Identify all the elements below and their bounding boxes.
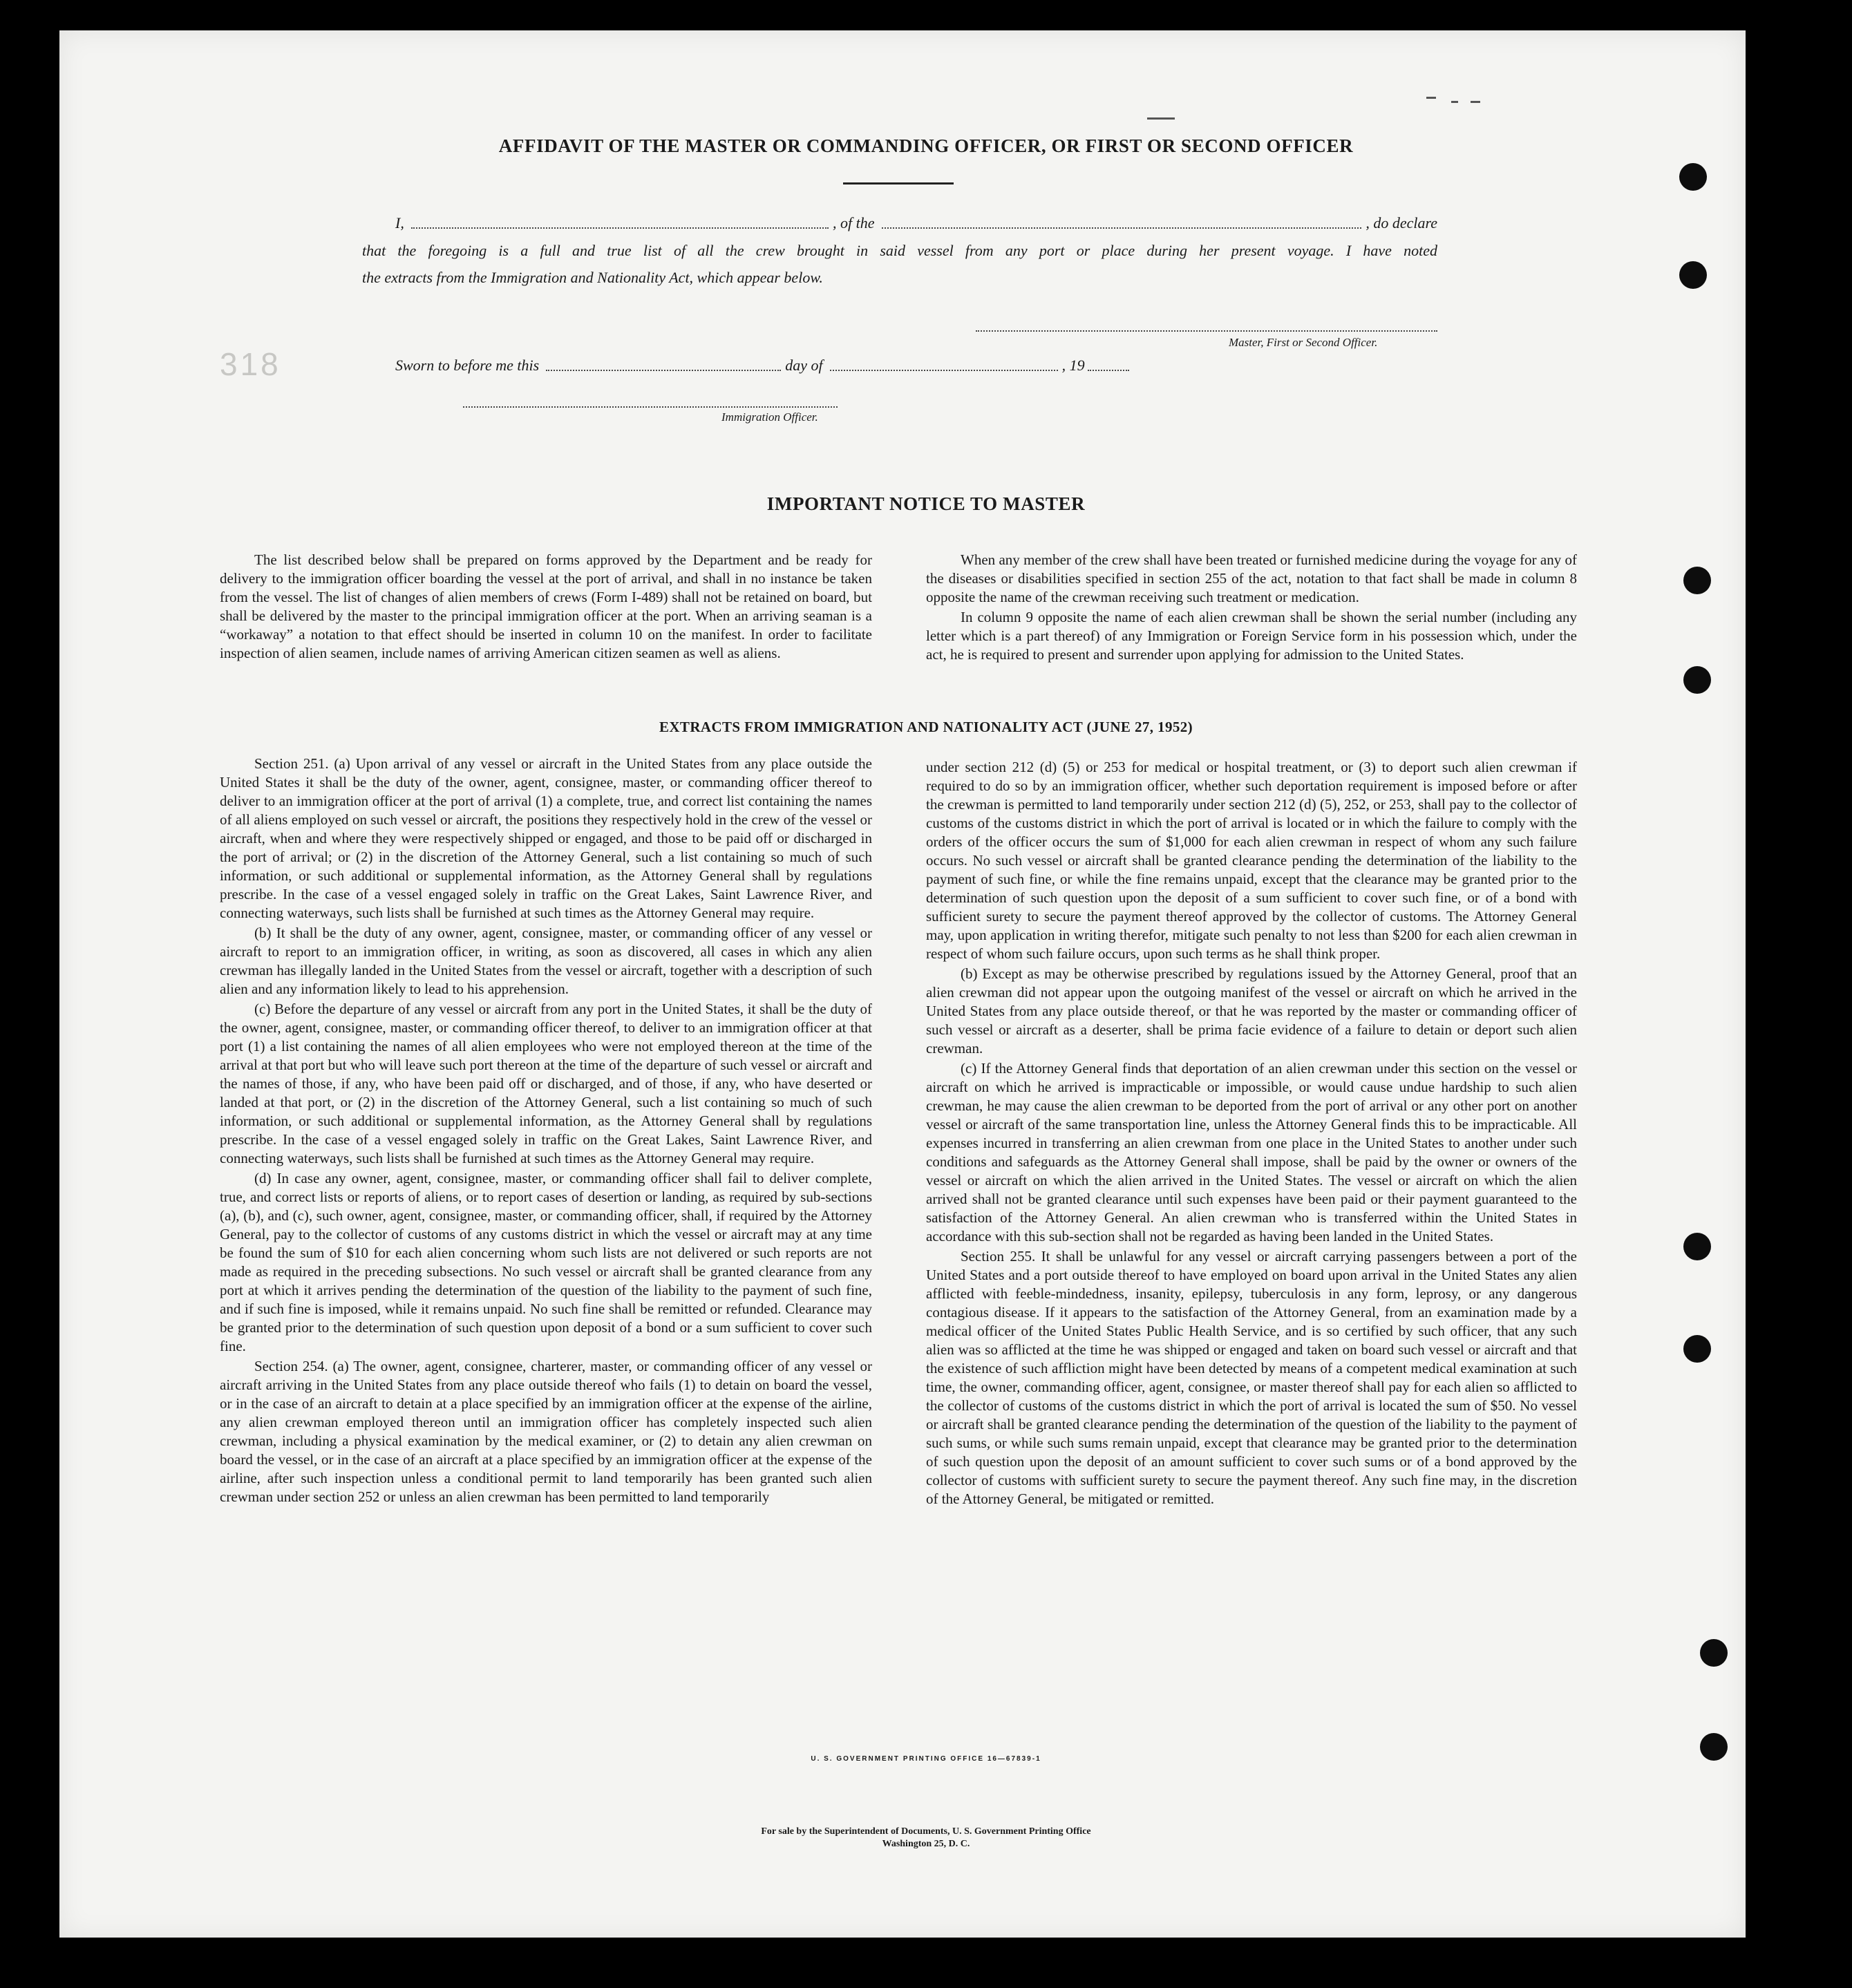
stray-mark	[1426, 97, 1436, 99]
section-251a: Section 251. (a) Upon arrival of any vessel or aircraft in the United States from any place outside the United States it shall be the duty of the owner, agent, consignee, master, or commanding officer thereof to deliver to an immigration officer at the port of arrival (1) a complete, true, and correct list containing the names of all aliens employed on such vessel or aircraft, the positions they respectively hold in the crew of the vessel or aircraft, when and where they were respectively shipped or engaged, and those to be paid off or discharged in the port of arrival; or (2) in the discretion of the Attorney General, such a list containing so much of such information, or such additional or supplemental information, as the Attorney General shall by regulations prescribe. In the case of a vessel engaged solely in traffic on the Great Lakes, Saint Lawrence River, and connecting waterways, such lists shall be furnished at such times as the Attorney General may require.	[220, 755, 872, 921]
sworn-month-field[interactable]	[830, 370, 1058, 371]
notice-right-paragraph-1: When any member of the crew shall have been treated or furnished medicine during the voyage for any of the diseases or disabilities specified in section 255 of the act, notation to that fact shall be made in column 8 opposite the name of the crewman receiving such treatment or medication.	[926, 551, 1577, 605]
section-251d: (d) In case any owner, agent, consignee, master, or commanding officer shall fail to deliver complete, true, and correct lists or reports of aliens, or to report cases of desertion or landing, as required by sub-sections (a), (b), and (c), such owner, agent, consignee, master, or commanding officer, shall, if required by the Attorney General, pay to the collector of customs of any customs district in which the vessel or aircraft may at any time be found the sum of $10 for each alien concerning whom such lists are not delivered or such reports are not made as required in the preceding subsections. No such vessel or aircraft shall be granted clearance from any port at which it arrives pending the determination of the question of the liability to the payment of such fine, and if such fine is imposed, while it remains unpaid. No such fine shall be remitted or refunded. Clearance may be granted prior to the determination of such question upon deposit of a bond or a sum sufficient to cover such fine.	[220, 1170, 872, 1354]
notice-left-paragraph: The list described below shall be prepared on forms approved by the Department and be ready for delivery to the immigration officer boarding the vessel at the port of arrival, and shall in no instance be taken from the vessel. The list of changes of alien members of crews (Form I-489) shall not be retained on board, but shall be delivered by the master to the principal immigration officer at the port. When an arriving seaman is a “workaway” a notation to that effect should be inserted in column 10 on the manifest. In order to facilitate inspection of alien seamen, include names of arriving American citizen seamen as well as aliens.	[220, 551, 872, 661]
section-254c: (c) If the Attorney General finds that deportation of an alien crewman under this section on the vessel or aircraft on which he arrived is impracticable or impossible, or would cause undue hardship to such alien crewman, he may cause the alien crewman to be deported from the port of arrival or any other port on another vessel or aircraft of the same transportation line, unless the Attorney General finds this to be impracticable. All expenses incurred in transferring an alien crewman from one place in the United States to another under such conditions and safeguards as the Attorney General shall impose, shall be paid by the owner or owners of the vessel or aircraft on which the alien arrived in the United States. The vessel or aircraft on which the alien arrived shall not be granted clearance until such expenses have been paid or their payment guaranteed to the satisfaction of the Attorney General. An alien crewman who is transferred within the United States in accordance with this sub-section shall not be regarded as having been landed in the United States.	[926, 1060, 1577, 1244]
printing-office-imprint: U. S. GOVERNMENT PRINTING OFFICE 16—67839-1	[811, 1755, 1041, 1763]
stray-mark	[1147, 117, 1175, 120]
declaration-line	[395, 214, 1437, 232]
immigration-officer-caption: Immigration Officer.	[721, 410, 818, 424]
punch-hole	[1683, 666, 1711, 694]
punch-hole	[1700, 1639, 1728, 1667]
title-underline	[843, 182, 954, 184]
sworn-day-field[interactable]	[546, 370, 781, 371]
declaration-text-line3: the extracts from the Immigration and Nationality Act, which appear below.	[362, 269, 823, 286]
declaration-suffix: , do declare	[1366, 214, 1437, 231]
punch-hole	[1679, 163, 1707, 191]
sale-notice-line1: For sale by the Superintendent of Documents, U. S. Government Printing Office	[761, 1826, 1091, 1837]
punch-hole	[1683, 567, 1711, 594]
declaration-prefix: I,	[395, 214, 404, 231]
declaration-of-the: , of the	[833, 214, 875, 231]
punch-hole	[1679, 261, 1707, 289]
name-field[interactable]	[411, 227, 829, 229]
section-251b: (b) It shall be the duty of any owner, agent, consignee, master, or commanding officer of any vessel or aircraft to report to an immigration officer, in writing, as soon as discovered, all cases in which any alien crewman has illegally landed in the United States from the vessel or aircraft, together with a description of such alien and any information likely to lead to his apprehension.	[220, 925, 872, 997]
sworn-year-field[interactable]	[1088, 370, 1129, 371]
notice-right-paragraph-2: In column 9 opposite the name of each alien crewman shall be shown the serial number (including any letter which is a part thereof) of any Immigration or Foreign Service form in his possession which, under the act, he is required to present and surrender upon applying for admission to the United States.	[926, 609, 1577, 663]
section-251c: (c) Before the departure of any vessel or aircraft from any port in the United States, it shall be the duty of the owner, agent, consignee, master, or commanding officer thereof, to deliver to an immigration officer at that port (1) a list containing the names of all alien employees who were not employed thereon at the time of the arrival at that port but who will leave such port thereon at the time of the departure of such vessel or aircraft and the names of those, if any, who have been paid off or discharged, and of those, if any, who have deserted or landed at that port, or (2) in the discretion of the Attorney General, such a list containing so much of such information, or such additional or supplemental information, as the Attorney General shall by regulations prescribe. In the case of a vessel engaged solely in traffic on the Great Lakes, Saint Lawrence River, and connecting waterways, such lists shall be furnished at such times as the Attorney General may require.	[220, 1001, 872, 1166]
punch-hole	[1683, 1233, 1711, 1260]
vessel-field[interactable]	[882, 227, 1362, 229]
extracts-title: EXTRACTS FROM IMMIGRATION AND NATIONALITY ACT (JUNE 27, 1952)	[659, 719, 1193, 735]
notice-title: IMPORTANT NOTICE TO MASTER	[766, 493, 1086, 514]
section-255: Section 255. It shall be unlawful for any vessel or aircraft carrying passengers between a port of the United States and a port outside thereof to have employed on board upon arrival in the United States any alien afflicted with feeble-mindedness, insanity, epilepsy, tuberculosis in any form, leprosy, or any dangerous contagious disease. If it appears to the satisfaction of the Attorney General, from an examination made by a medical officer of the United States Public Health Service, and is so certified by such officer, that any such alien was so afflicted at the time he was shipped or engaged and taken on board such vessel or aircraft and that the existence of such affliction might have been detected by means of a competent medical examination at such time, the owner, commanding officer, agent, consignee, or master thereof shall pay for each alien so afflicted to the collector of customs of the customs district in which the port of arrival is located the sum of $50. No vessel or aircraft shall be granted clearance pending the determination of the question of the liability to the payment of such sums, or while such sums remain unpaid, except that clearance may be granted prior to the determination of such question upon the deposit of an amount sufficient to cover such sums or of a bond approved by the collector of customs with sufficient surety to secure the payment thereof. Any such fine may, in the discretion of the Attorney General, be mitigated or remitted.	[926, 1248, 1577, 1507]
declaration-text-line2: that the foregoing is a full and true list of all the crew brought in said vessel from any port or place during her present voyage. I have noted	[362, 242, 1437, 259]
sale-notice	[0, 1826, 1852, 1850]
sworn-year-prefix: , 19	[1061, 357, 1085, 374]
master-signature-caption: Master, First or Second Officer.	[1229, 336, 1378, 349]
notice-left-column	[220, 551, 872, 668]
section-254b: (b) Except as may be otherwise prescribed by regulations issued by the Attorney General, proof that an alien crewman did not appear upon the outgoing manifest of the vessel or aircraft on which he arrived in the United States from any place outside thereof, or that he was reported by the master or commanding officer of such vessel or aircraft as a deserter, shall be prima facie evidence of a failure to detain or deport such alien crewman.	[926, 965, 1577, 1057]
faint-stamp-number: 318	[220, 346, 281, 382]
extracts-right-column	[926, 758, 1577, 1510]
sworn-prefix: Sworn to before me this	[395, 357, 540, 374]
punch-hole	[1683, 1335, 1711, 1363]
sworn-line	[395, 357, 1176, 375]
section-254a: Section 254. (a) The owner, agent, consignee, charterer, master, or commanding officer of any vessel or aircraft arriving in the United States from any place outside thereof who fails (1) to detain on board the vessel, or in the case of an aircraft to detain at a place specified by an immigration officer at the expense of the airline, any alien crewman employed thereon until an immigration officer has completely inspected such alien crewman, including a physical examination by the medical examiner, or (2) to detain any alien crewman on board the vessel, or in the case of an aircraft at a place specified by an immigration officer at the expense of the airline, after such inspection unless a conditional permit to land temporarily has been granted such alien crewman under section 252 or unless an alien crewman has been permitted to land temporarily	[220, 1358, 872, 1505]
stray-mark	[1471, 101, 1480, 103]
sworn-day-of: day of	[785, 357, 823, 374]
notice-right-column	[926, 551, 1577, 670]
affidavit-title: AFFIDAVIT OF THE MASTER OR COMMANDING OFFICER, OR FIRST OR SECOND OFFICER	[498, 135, 1354, 156]
section-254a-continued: under section 212 (d) (5) or 253 for medical or hospital treatment, or (3) to deport such alien crewman if required to do so by an immigration officer, whether such deportation requirement is imposed before or after the crewman is permitted to land temporarily under section 212 (d) (5), 252, or 253, shall pay to the collector of customs of the customs district in which the port of arrival is located or in which the failure to comply with the orders of the officer occurs the sum of $1,000 for each alien crewman in respect of whom any such failure occurs. No such vessel or aircraft shall be granted clearance pending the determination of the liability to the payment of such fine, or while the fine remains unpaid, except that the clearance may be granted prior to the determination of such question upon the deposit of a sum sufficient to cover such fine, or of a bond with sufficient surety to secure the payment thereof approved by the collector of customs. The Attorney General may, upon application in writing therefor, mitigate such penalty to not less than $200 for each alien crewman in respect of whom such failure occurs, upon such terms as he shall think proper.	[926, 759, 1577, 962]
immigration-officer-signature-line[interactable]	[463, 406, 838, 408]
master-signature-line[interactable]	[976, 330, 1437, 332]
sale-notice-line2: Washington 25, D. C.	[882, 1839, 970, 1849]
extracts-left-column	[220, 755, 872, 1508]
stray-mark	[1451, 101, 1458, 103]
